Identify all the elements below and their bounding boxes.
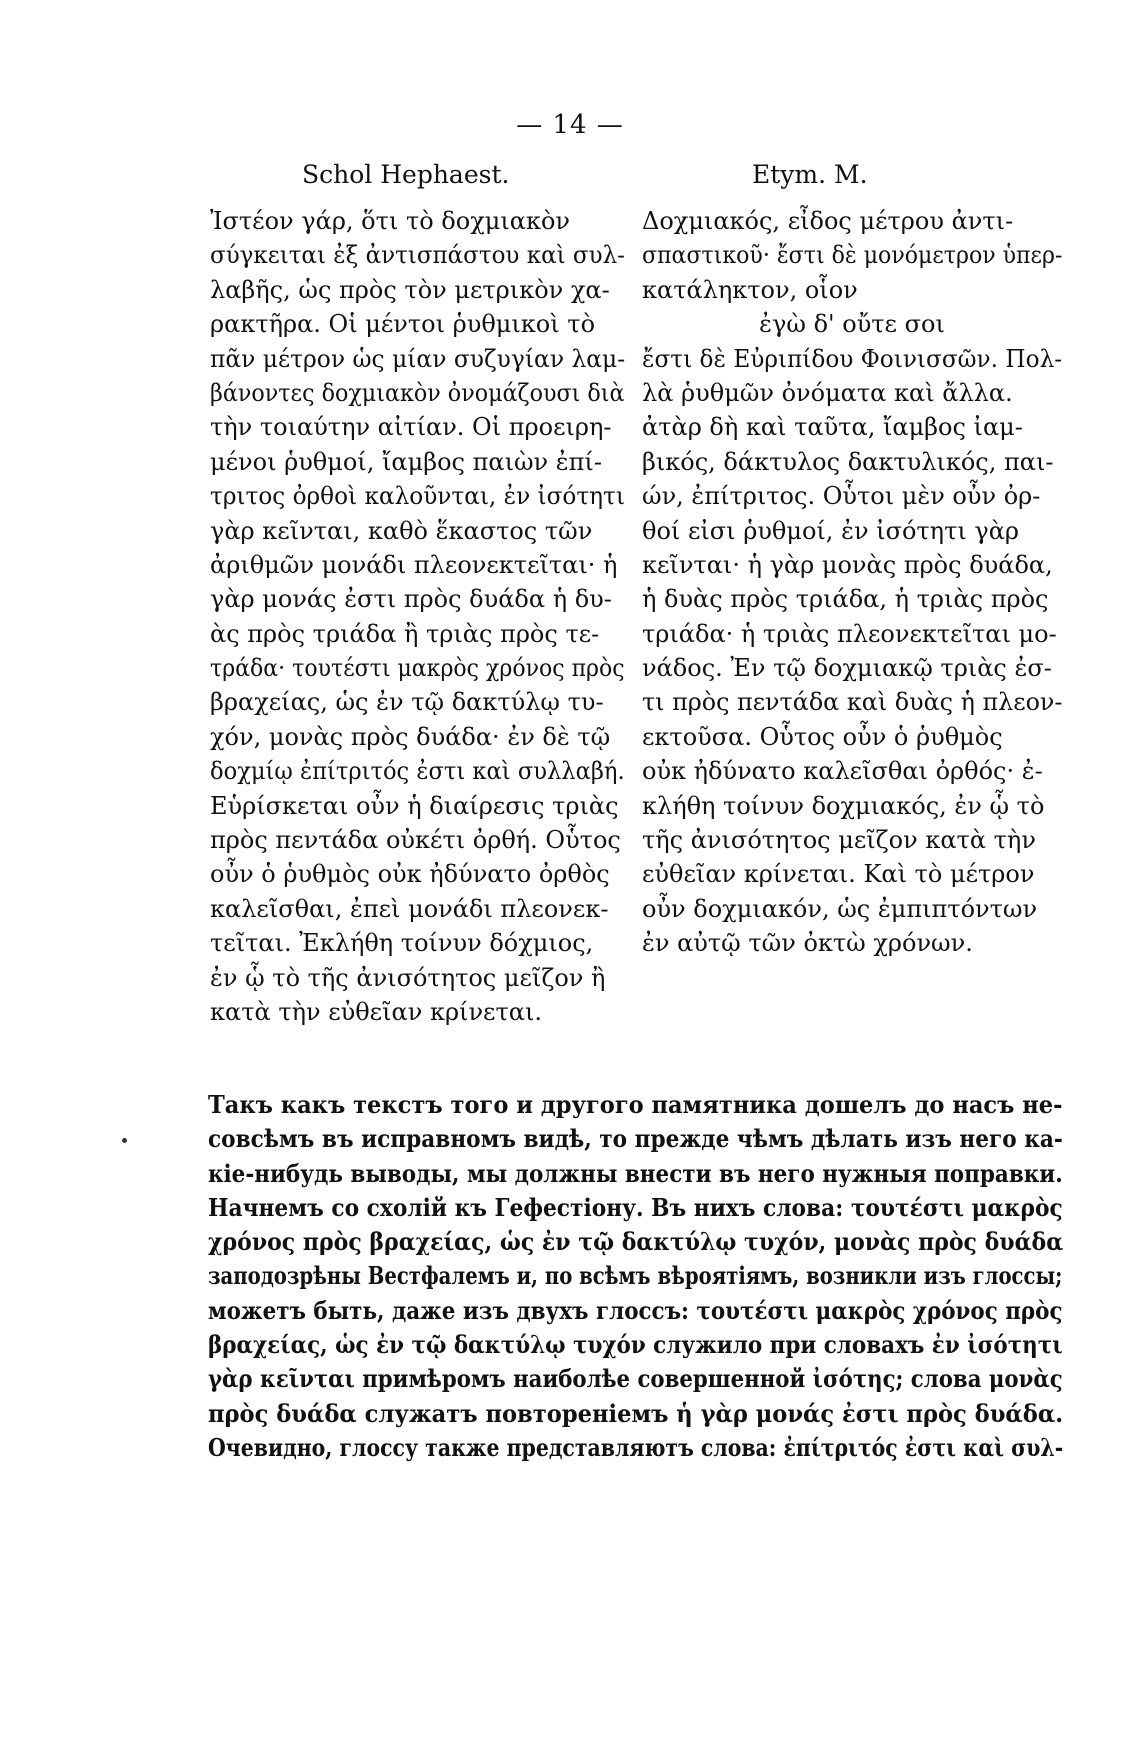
text-line: βραχείας, ὡς ἐν τῷ δακτύλῳ τυχόν служило при словахъ ἐν ἰσότητι xyxy=(208,1330,1063,1360)
etymologicum-column xyxy=(642,204,1062,961)
text-line: λαβῆς, ὡς πρὸς τὸν μετρικὸν χα- xyxy=(210,275,610,304)
text-line: βικός, δάκτυλος δακτυλικός, παι- xyxy=(642,447,1054,476)
quoted-verse: ἐγὼ δ' οὔτε σοι xyxy=(759,310,945,339)
text-line: οὖν ὁ ῥυθμὸς οὐκ ἠδύνατο ὀρθὸς xyxy=(210,860,610,889)
text-line: βραχείας, ὡς ἐν τῷ δακτύλῳ τυ- xyxy=(210,688,604,717)
text-line: σύγκειται ἐξ ἀντισπάστου καὶ συλ- xyxy=(210,241,625,270)
text-line: οὖν δοχμιακόν, ὡς ἐμπιπτόντων xyxy=(642,894,1038,923)
text-line: Ἰστέον γάρ, ὅτι τὸ δοχμιακὸν xyxy=(210,207,570,235)
text-line: γὰρ μονάς ἐστι πρὸς δυάδα ἡ δυ- xyxy=(210,585,612,614)
text-line: σπαστικοῦ· ἔστι δὲ μονόμετρον ὑπερ- xyxy=(642,241,1063,270)
text-line: πᾶν μέτρον ὡς μίαν συζυγίαν λαμ- xyxy=(210,344,626,373)
text-line: ἀριθμῶν μονάδι πλεονεκτεῖται· ἡ xyxy=(210,550,618,579)
text-line: заподозрѣны Вестфалемъ и, по всѣмъ вѣроятіямъ, возникли изъ глоссы; xyxy=(208,1261,1063,1291)
text-line: χρόνος πρὸς βραχείας, ὡς ἐν τῷ δακτύλῳ τυχόν, μονὰς πρὸς δυάδα xyxy=(208,1227,1064,1257)
text-line: ἐν αὐτῷ τῶν ὀκτὼ χρόνων. xyxy=(642,929,973,958)
text-line: οὐκ ἠδύνατο καλεῖσθαι ὀρθός· ἐ- xyxy=(642,757,1043,786)
text-line: νάδος. Ἐν τῷ δοχμιακῷ τριὰς ἐσ- xyxy=(642,654,1052,683)
text-line: кіе-нибудь выводы, мы должны внести въ него нужныя поправки. xyxy=(208,1158,1063,1188)
text-line: βάνοντες δοχμιακὸν ὀνομάζουσι διὰ xyxy=(210,378,625,407)
text-line: εκτοῦσα. Οὗτος οὖν ὁ ῥυθμὸς xyxy=(642,722,1003,751)
left-column-heading: Schol Hephaest. xyxy=(302,160,510,189)
text-line: τριτος ὀρθοὶ καλοῦνται, ἐν ἰσότητι xyxy=(210,482,625,511)
stray-mark xyxy=(122,1138,127,1143)
text-line: πρὸς πεντάδα οὐκέτι ὀρθή. Οὗτος xyxy=(210,826,621,855)
text-line: τι πρὸς πεντάδα καὶ δυὰς ἡ πλεον- xyxy=(642,688,1063,717)
text-line: χόν, μονὰς πρὸς δυάδα· ἐν δὲ τῷ xyxy=(210,722,611,751)
text-line: Начнемъ со схолій къ Гефестіону. Въ нихъ слова: τουτέστι μακρὸς xyxy=(208,1192,1063,1222)
text-line: τῆς ἀνισότητος μεῖζον κατὰ τὴν xyxy=(642,826,1036,855)
text-line: τράδα· τουτέστι μακρὸς χρόνος πρὸς xyxy=(210,654,625,683)
text-line: δοχμίῳ ἐπίτριτός ἐστι καὶ συλλαβή. xyxy=(210,757,625,786)
text-line: πρὸς δυάδα служатъ повтореніемъ ἡ γὰρ μονάς ἐστι πρὸς δυάδα. xyxy=(208,1398,1064,1428)
text-line: κατάληκτον, οἷον xyxy=(642,275,858,304)
text-line: κεῖνται· ἡ γὰρ μονὰς πρὸς δυάδα, xyxy=(642,550,1053,579)
text-line: Такъ какъ текстъ того и другого памятника дошелъ до насъ не- xyxy=(208,1090,1063,1119)
text-line: κατὰ τὴν εὐθεῖαν κρίνεται. xyxy=(210,997,543,1026)
text-line: Δοχμιακός, εἶδος μέτρου ἀντι- xyxy=(642,207,1014,235)
text-line: κλήθη τοίνυν δοχμιακός, ἐν ᾧ τὸ xyxy=(642,791,1045,820)
text-line: Εὑρίσκεται οὖν ἡ διαίρεσις τριὰς xyxy=(210,791,619,820)
text-line: τριάδα· ἡ τριὰς πλεονεκτεῖται μο- xyxy=(642,619,1057,648)
right-column-heading: Etym. M. xyxy=(752,160,868,189)
text-line: μένοι ῥυθμοί, ἴαμβος παιὼν ἐπί- xyxy=(210,447,602,476)
text-line: ὰς πρὸς τριάδα ἢ τριὰς πρὸς τε- xyxy=(210,619,600,648)
text-line: совсѣмъ въ исправномъ видѣ, то прежде чѣмъ дѣлать изъ него ка- xyxy=(208,1124,1063,1154)
text-line: ἀτὰρ δὴ καὶ ταῦτα, ἴαμβος ἰαμ- xyxy=(642,413,1023,442)
text-line: θοί εἰσι ῥυθμοί, ἐν ἰσότητι γὰρ xyxy=(642,516,1020,545)
text-line: Очевидно, глоссу также представляютъ слова: ἐπίτριτός ἐστι καὶ συλ- xyxy=(208,1432,1064,1462)
text-line: ἔστι δὲ Εὐριπίδου Φοινισσῶν. Πολ- xyxy=(642,344,1063,373)
text-line: можетъ быть, даже изъ двухъ глоссъ: τουτέστι μακρὸς χρόνος πρὸς xyxy=(208,1295,1063,1325)
text-line: ἐν ᾧ τὸ τῆς ἀνισότητος μεῖζον ἢ xyxy=(210,963,606,992)
text-line: τὴν τοιαύτην αἰτίαν. Οἱ προειρη- xyxy=(210,413,612,442)
text-line: γὰρ κεῖνται, καθὸ ἕκαστος τῶν xyxy=(210,516,593,545)
page-number: — 14 — xyxy=(516,110,624,140)
text-line: λὰ ῥυθμῶν ὀνόματα καὶ ἄλλα. xyxy=(642,378,1013,407)
text-line: εὐθεῖαν κρίνεται. Καὶ τὸ μέτρον xyxy=(642,860,1035,889)
text-line: ρακτῆρα. Οἱ μέντοι ῥυθμικοὶ τὸ xyxy=(210,310,596,339)
text-line: ών, ἐπίτριτος. Οὗτοι μὲν οὖν ὀρ- xyxy=(642,482,1041,511)
text-line: καλεῖσθαι, ἐπεὶ μονάδι πλεονεκ- xyxy=(210,894,609,923)
russian-commentary xyxy=(208,1088,1063,1465)
text-line: γὰρ κεῖνται примѣромъ наиболѣе совершенной ἰσότης; слова μονὰς xyxy=(208,1364,1063,1394)
text-line: ἡ δυὰς πρὸς τριάδα, ἡ τριὰς πρὸς xyxy=(642,585,1049,614)
text-line: τεῖται. Ἐκλήθη τοίνυν δόχμιος, xyxy=(210,929,594,958)
scholia-column xyxy=(210,204,625,1029)
